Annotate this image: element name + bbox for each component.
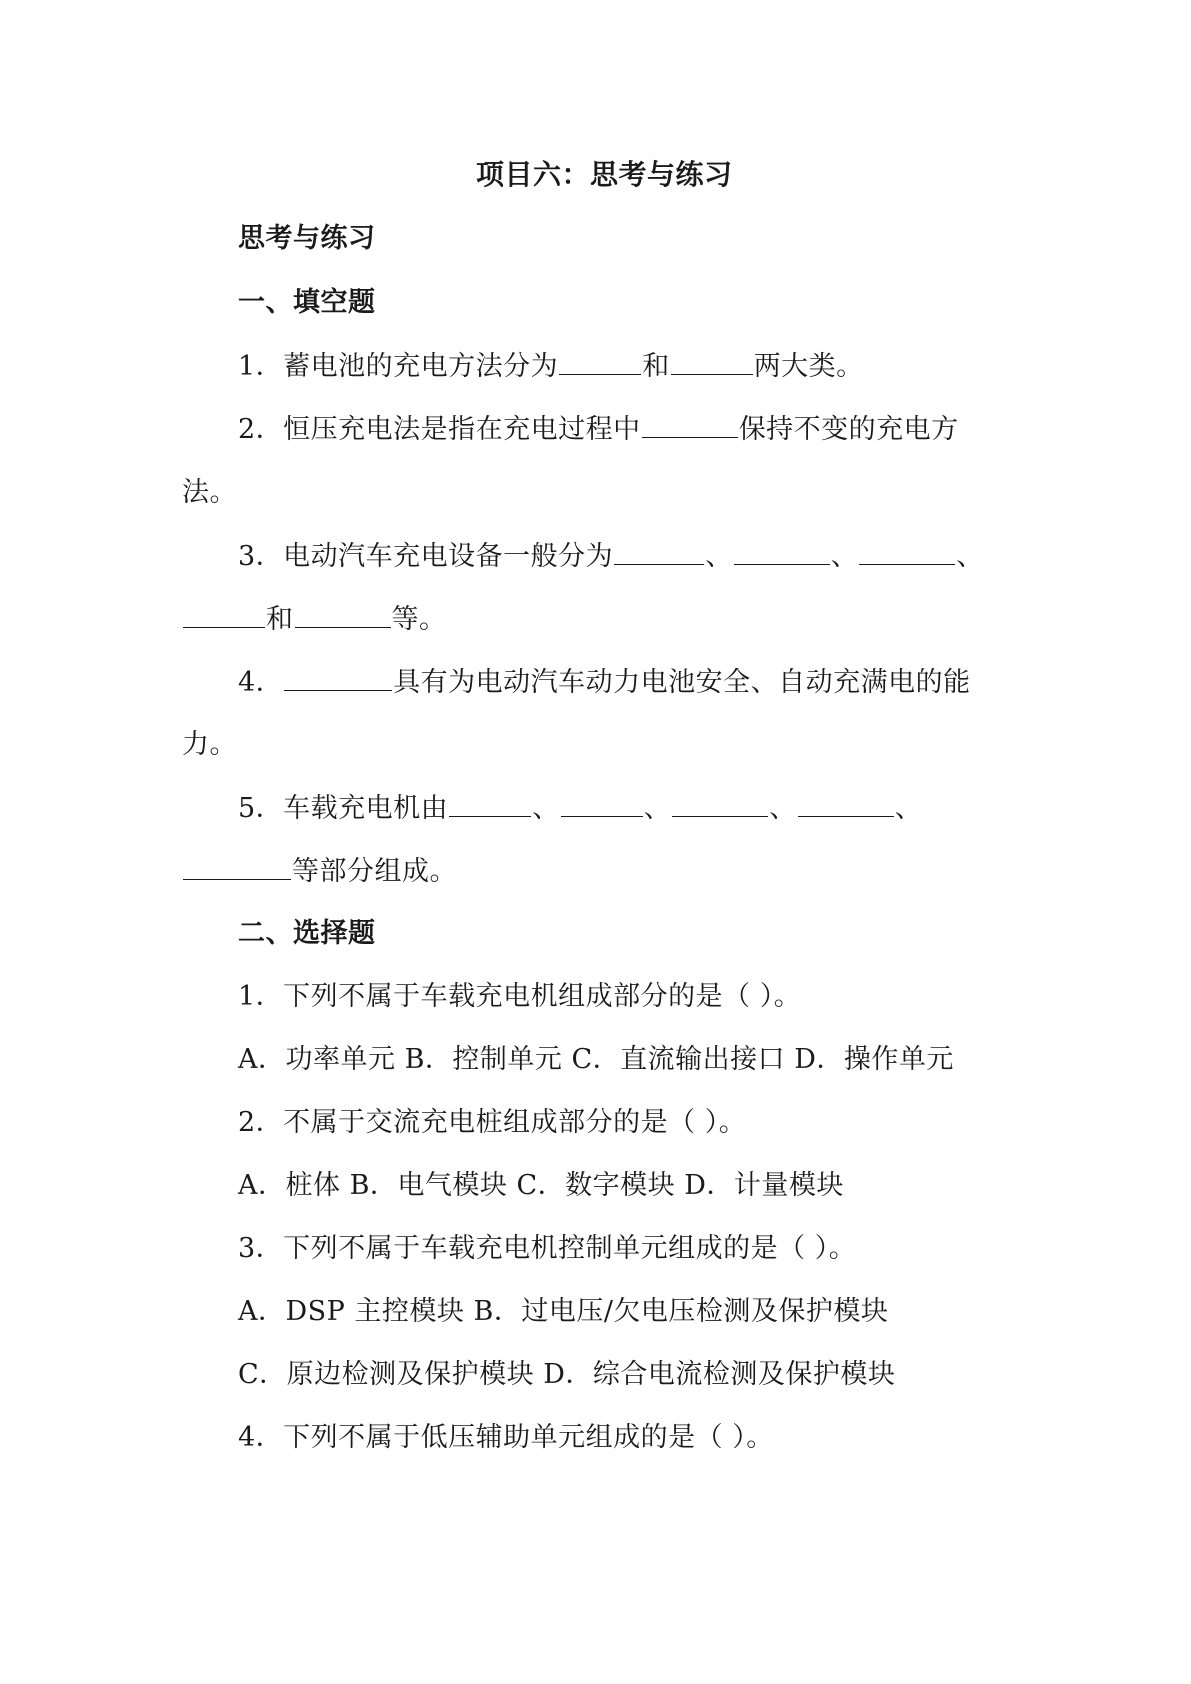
choice-question-1-options: A．功率单元 B．控制单元 C．直流输出接口 D．操作单元 — [238, 1044, 954, 1075]
question-text: 4． — [238, 667, 284, 698]
answer-blank — [614, 538, 704, 565]
separator: 、 — [894, 793, 923, 824]
question-text: 具有为电动汽车动力电池安全、自动充满电的能 — [393, 667, 971, 698]
answer-blank — [642, 411, 738, 438]
question-text: 力。 — [182, 729, 237, 760]
question-text: 和 — [642, 351, 670, 382]
separator: 、 — [705, 541, 733, 572]
choice-question-3-options-line1: A．DSP 主控模块 B．过电压/欠电压检测及保护模块 — [238, 1296, 889, 1327]
fill-question-4 — [238, 664, 971, 701]
exercise-subtitle: 思考与练习 — [238, 223, 376, 254]
question-text: 两大类。 — [753, 351, 864, 382]
separator: 、 — [532, 793, 560, 824]
fill-question-2-continued — [182, 475, 237, 511]
answer-blank — [183, 601, 265, 628]
question-text: 等。 — [391, 604, 447, 635]
document-title: 项目六：思考与练习 — [476, 158, 733, 191]
answer-blank — [449, 790, 531, 817]
question-text: 法。 — [182, 477, 237, 508]
question-text: 和 — [266, 604, 294, 635]
answer-blank — [284, 664, 392, 691]
fill-question-4-continued — [182, 727, 237, 763]
question-text: 保持不变的充电方 — [738, 414, 959, 445]
question-text: 3．电动汽车充电设备一般分为 — [238, 541, 614, 572]
separator: 、 — [769, 793, 797, 824]
answer-blank — [561, 790, 643, 817]
answer-blank — [734, 538, 830, 565]
answer-blank — [295, 601, 391, 628]
fill-question-1 — [238, 348, 864, 385]
choice-question-4-stem: 4．下列不属于低压辅助单元组成的是（ ）。 — [238, 1422, 774, 1453]
separator: 、 — [830, 541, 859, 572]
choice-question-3-options-line2: C．原边检测及保护模块 D．综合电流检测及保护模块 — [238, 1359, 896, 1390]
fill-question-3-continued — [182, 601, 447, 638]
answer-blank — [559, 348, 641, 375]
choice-question-2-stem: 2．不属于交流充电桩组成部分的是（ ）。 — [238, 1107, 747, 1138]
fill-question-5 — [238, 790, 922, 827]
question-text: 1．蓄电池的充电方法分为 — [238, 351, 559, 382]
question-text: 2．恒压充电法是指在充电过程中 — [238, 414, 641, 445]
answer-blank — [671, 348, 753, 375]
answer-blank — [672, 790, 768, 817]
answer-blank — [183, 853, 291, 880]
section-heading-multiple-choice: 二、选择题 — [238, 918, 376, 949]
choice-question-1-stem: 1．下列不属于车载充电机组成部分的是（ ）。 — [238, 981, 802, 1012]
fill-question-3 — [238, 538, 984, 575]
separator: 、 — [956, 541, 984, 572]
answer-blank — [798, 790, 894, 817]
question-text: 等部分组成。 — [292, 856, 457, 887]
fill-question-5-continued — [182, 853, 457, 890]
question-text: 5．车载充电机由 — [238, 793, 449, 824]
fill-question-2 — [238, 411, 959, 448]
choice-question-2-options: A．桩体 B．电气模块 C．数字模块 D．计量模块 — [238, 1170, 844, 1201]
section-heading-fill-in: 一、填空题 — [238, 287, 376, 318]
separator: 、 — [643, 793, 672, 824]
answer-blank — [859, 538, 955, 565]
choice-question-3-stem: 3．下列不属于车载充电机控制单元组成的是（ ）。 — [238, 1233, 857, 1264]
